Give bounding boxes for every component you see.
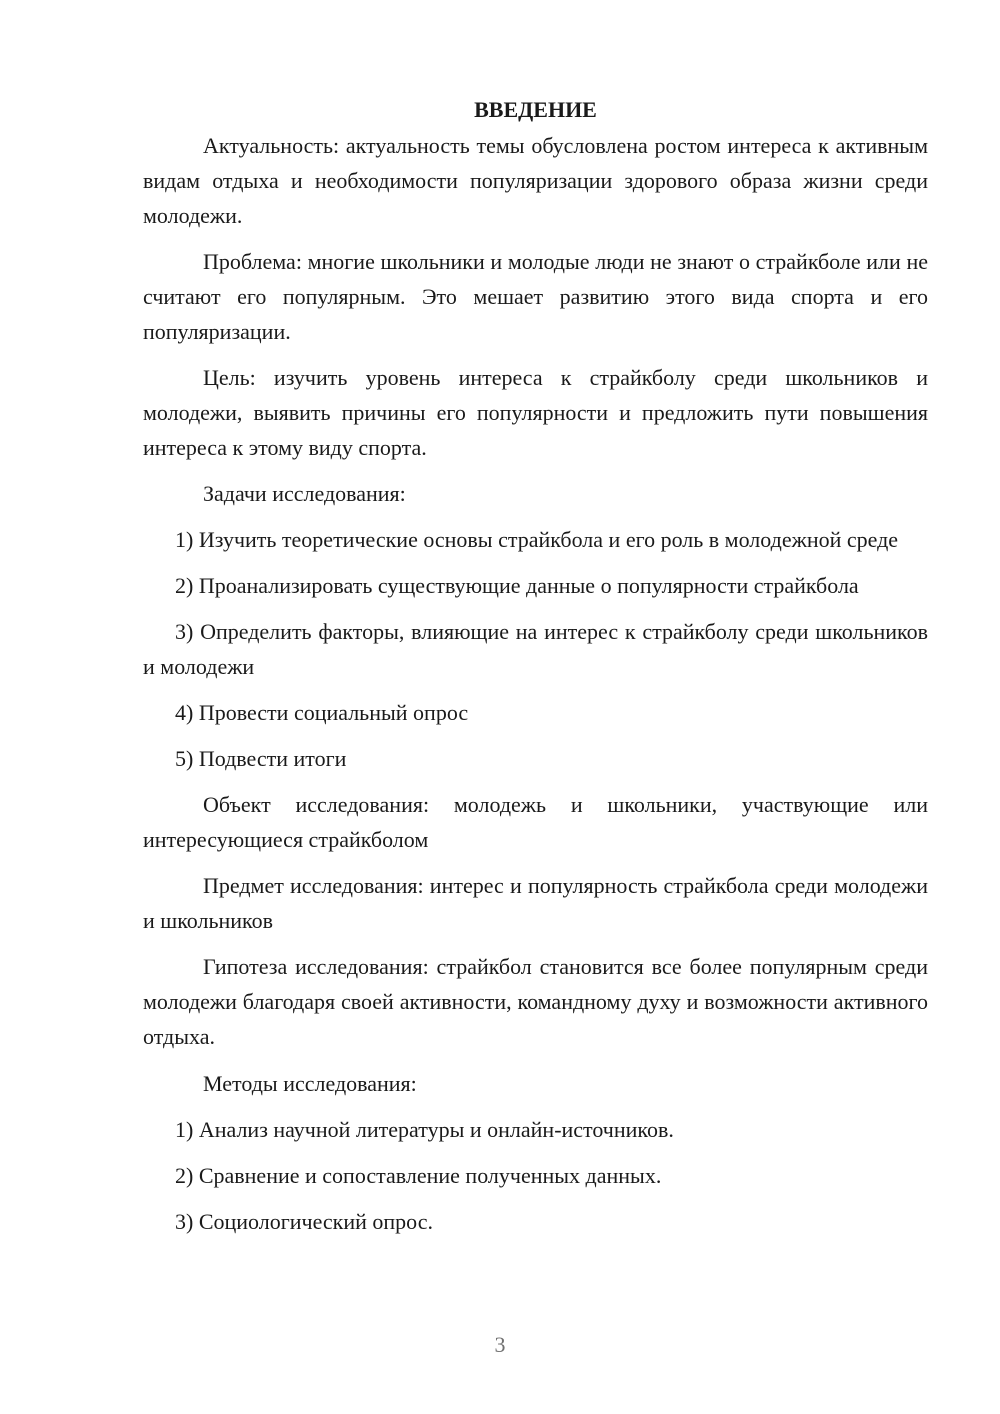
tasks-heading: Задачи исследования: bbox=[203, 481, 406, 506]
page-number: 3 bbox=[494, 1332, 506, 1357]
object-paragraph: Объект исследования: молодежь и школьники, участвующие или интересующиеся страйкболом bbox=[143, 792, 928, 852]
task-item-5: 5) Подвести итоги bbox=[175, 746, 347, 771]
goal-paragraph: Цель: изучить уровень интереса к страйкболу среди школьников и молодежи, выявить причины его популярности и предложить пути повышения интереса к этому виду спорта. bbox=[143, 365, 928, 460]
subject-paragraph: Предмет исследования: интерес и популярность страйкбола среди молодежи и школьников bbox=[143, 873, 928, 933]
methods-heading: Методы исследования: bbox=[203, 1071, 417, 1096]
method-item-3: 3) Социологический опрос. bbox=[175, 1209, 433, 1234]
relevance-paragraph: Актуальность: актуальность темы обусловлена ростом интереса к активным видам отдыха и необходимости популяризации здорового образа жизни среди молодежи. bbox=[143, 133, 928, 228]
task-item-4: 4) Провести социальный опрос bbox=[175, 700, 469, 725]
task-item-2: 2) Проанализировать существующие данные о популярности страйкбола bbox=[175, 573, 859, 598]
method-item-2: 2) Сравнение и сопоставление полученных данных. bbox=[175, 1163, 662, 1188]
section-title: ВВЕДЕНИЕ bbox=[474, 97, 597, 122]
problem-paragraph: Проблема: многие школьники и молодые люди не знают о страйкболе или не считают его популярным. Это мешает развитию этого вида спорта и его популяризации. bbox=[143, 249, 928, 344]
method-item-1: 1) Анализ научной литературы и онлайн-источников. bbox=[175, 1117, 674, 1142]
task-item-1: 1) Изучить теоретические основы страйкбола и его роль в молодежной среде bbox=[175, 527, 899, 552]
document-page bbox=[143, 92, 928, 1239]
hypothesis-paragraph: Гипотеза исследования: страйкбол становится все более популярным среди молодежи благодаря своей активности, командному духу и возможности активного отдыха. bbox=[143, 954, 928, 1049]
task-item-3: 3) Определить факторы, влияющие на интерес к страйкболу среди школьников и молодежи bbox=[143, 619, 928, 679]
